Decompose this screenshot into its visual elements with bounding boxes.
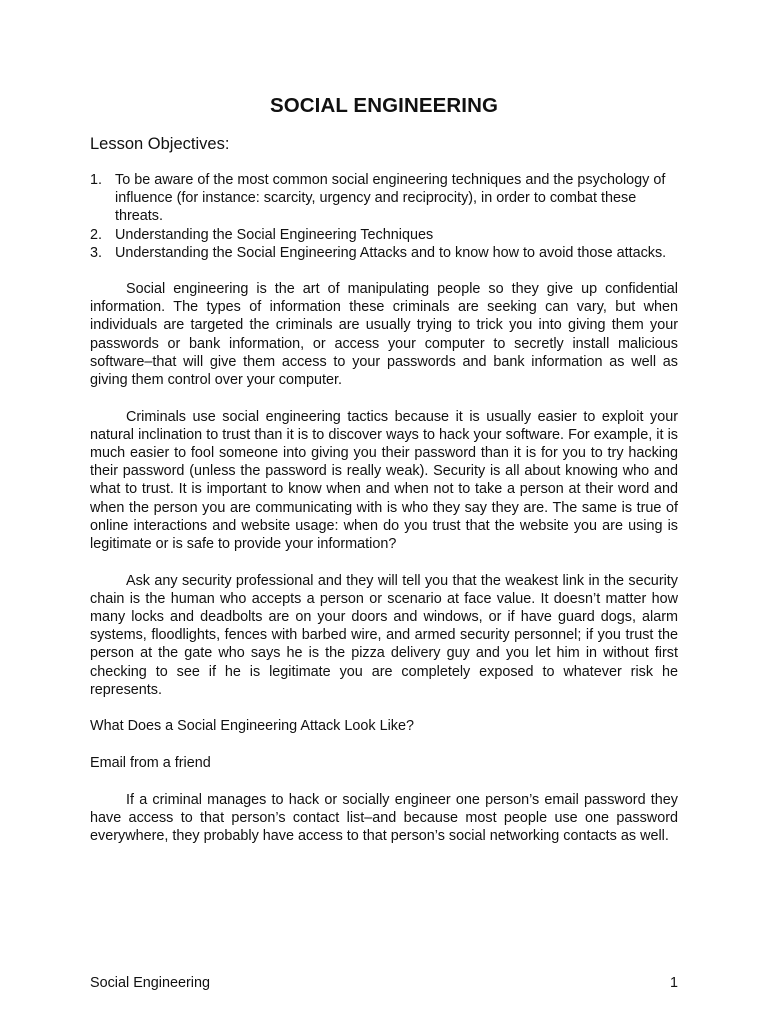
- page-content: [90, 93, 678, 864]
- body-paragraph: Ask any security professional and they will tell you that the weakest link in the security chain is the human who accepts a person or scenario at face value. It doesn’t matter how many locks and deadbolts are on your doors and windows, or if have guard dogs, alarm systems, floodlights, fences with barbed wire, and armed security personnel; if you trust the person at the gate who says he is the pizza delivery guy and you let him in without first checking to see if he is legitimate you are completely exposed to whatever risk he represents.: [90, 572, 678, 698]
- objectives-heading: Lesson Objectives:: [90, 135, 230, 153]
- body-paragraph: If a criminal manages to hack or socially engineer one person’s email password they have access to that person’s contact list–and because most people use one password everywhere, they probably have access to that person’s social networking contacts as well.: [90, 791, 678, 845]
- page-title: SOCIAL ENGINEERING: [269, 94, 499, 117]
- objective-number: 3.: [90, 244, 103, 261]
- body-paragraph: Social engineering is the art of manipulating people so they give up confidential information. The types of information these criminals are seeking can vary, but when individuals are targeted the criminals are usually trying to trick you into giving them your passwords or bank information, or access your computer to secretly install malicious software–that will give them access to your passwords and bank information as well as giving them control over your computer.: [90, 281, 678, 389]
- objective-item: [90, 226, 678, 244]
- section-subheading: Email from a friend: [90, 755, 211, 772]
- objective-text: To be aware of the most common social engineering techniques and the psychology of influence (for instance: scarcity, urgency and reciprocity), in order to combat these threats.: [115, 172, 666, 225]
- objective-item: [90, 171, 678, 226]
- footer-label: Social Engineering: [90, 975, 211, 991]
- objective-text: Understanding the Social Engineering Attacks and to know how to avoid those attacks.: [115, 244, 667, 261]
- objective-number: 1.: [90, 172, 103, 188]
- objective-number: 2.: [90, 226, 103, 243]
- page-number: 1: [669, 975, 678, 991]
- objective-text: Understanding the Social Engineering Techniques: [115, 226, 434, 243]
- objectives-list: [90, 171, 678, 262]
- body-paragraph: Criminals use social engineering tactics because it is usually easier to exploit your natural inclination to trust than it is to discover ways to hack your software. For example, it is much easier to fool someone into giving you their password than it is for you to try hacking their password (unless the password is really weak). Security is all about knowing who and what to trust. It is important to know when and when not to take a person at their word and when the person you are communicating with is who they say they are. The same is true of online interactions and website usage: when do you trust that the website you are using is legitimate or is safe to provide your information?: [90, 408, 678, 553]
- section-question-heading: What Does a Social Engineering Attack Look Like?: [90, 718, 414, 735]
- objective-item: [90, 244, 678, 262]
